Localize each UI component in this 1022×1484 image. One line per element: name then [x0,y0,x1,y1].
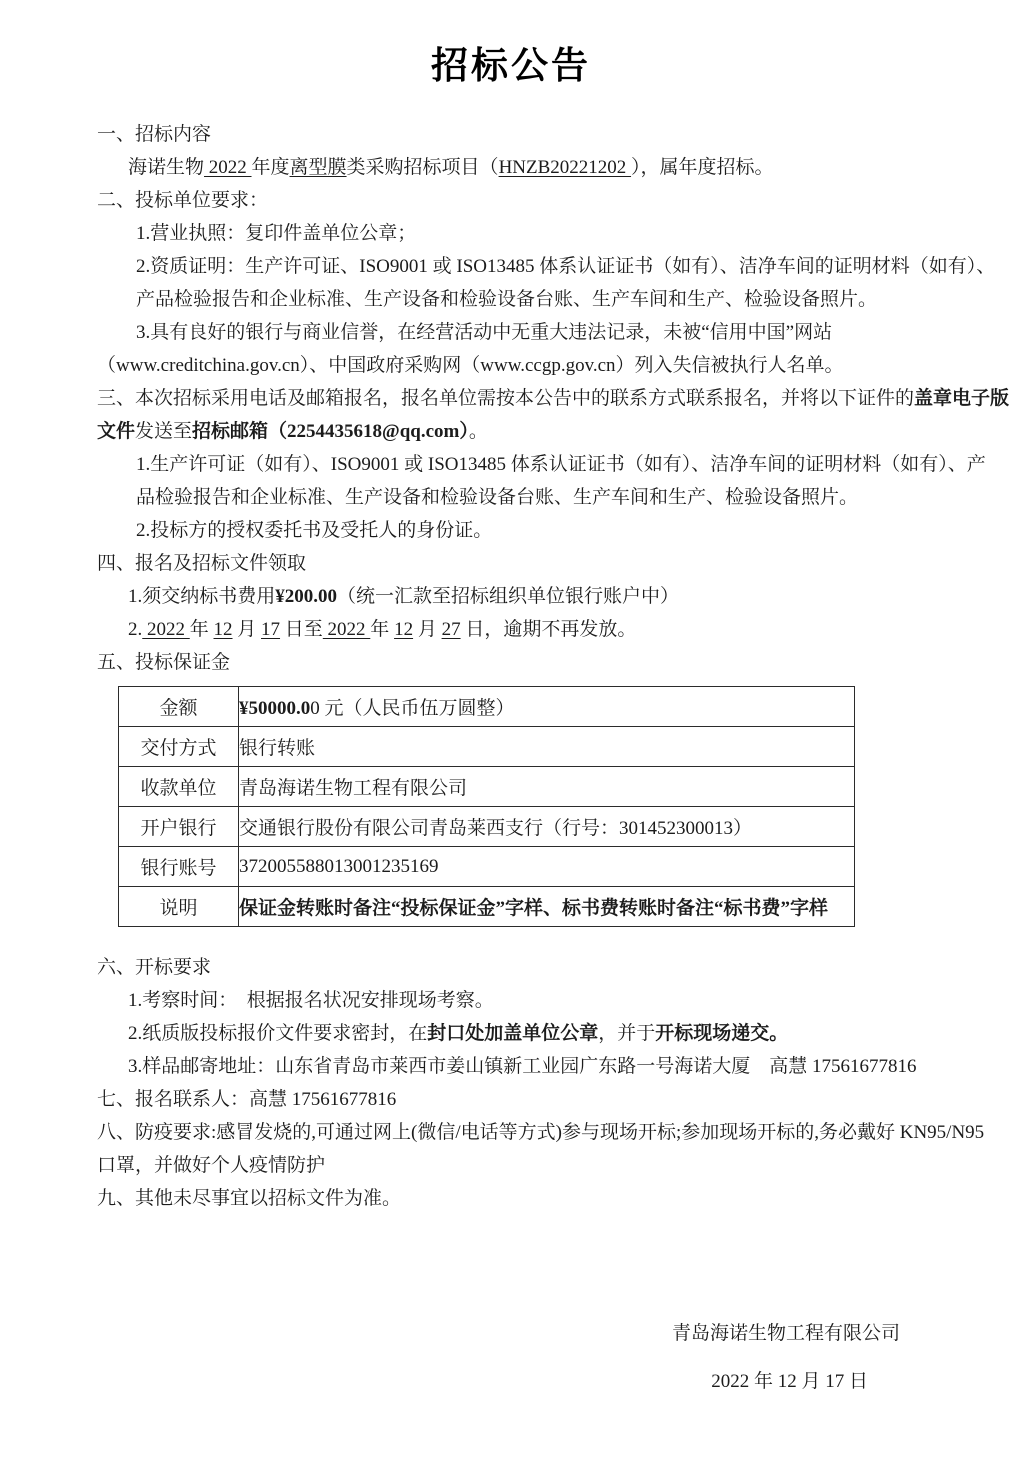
document-body [97,118,1010,1398]
section3-heading: 三、本次招标采用电话及邮箱报名，报名单位需按本公告中的联系方式联系报名，并将以下证件的盖章电子版 [97,388,1010,409]
deposit-row-payee [119,767,855,807]
deposit-label-payee: 收款单位 [119,767,239,807]
section1-heading: 一、招标内容 [97,124,212,145]
section4-item1: 1.须交纳标书费用¥200.00（统一汇款至招标组织单位银行账户中） [128,586,680,607]
section8-heading: 八、防疫要求:感冒发烧的,可通过网上(微信/电话等方式)参与现场开标;参加现场开标的,务必戴好 KN95/N95 [97,1122,985,1143]
deposit-label-payment-method: 交付方式 [119,727,239,767]
section2-item1: 1.营业执照：复印件盖单位公章； [136,223,417,244]
section6-item1: 1.考察时间： 根据报名状况安排现场考察。 [128,990,494,1011]
section1-line1: 海诺生物 2022 年度离型膜类采购招标项目（HNZB20221202 ），属年度招标。 [128,157,774,178]
section4-heading: 四、报名及招标文件领取 [97,553,307,574]
deposit-label-bank: 开户银行 [119,807,239,847]
deposit-label-account: 银行账号 [119,847,239,887]
section7-heading: 七、报名联系人：高慧 17561677816 [97,1089,397,1110]
section2-heading: 二、投标单位要求： [97,190,269,211]
section3-item1-cont: 品检验报告和企业标准、生产设备和检验设备台账、生产车间和生产、检验设备照片。 [136,487,859,508]
deposit-table [118,686,855,927]
signature-block [97,1317,962,1398]
deposit-label-amount: 金额 [119,687,239,727]
section2-item2: 2.资质证明：生产许可证、ISO9001 或 ISO13485 体系认证证书（如有）、洁净车间的证明材料（如有）、 [136,256,996,277]
section3-item2: 2.投标方的授权委托书及受托人的身份证。 [136,520,493,541]
deposit-value-account: 372005588013001235169 [239,847,855,887]
deposit-label-note: 说明 [119,887,239,927]
document-title: 招标公告 [431,46,591,87]
deposit-value-amount: ¥50000.00 元（人民币伍万圆整） [239,687,855,727]
section9-heading: 九、其他未尽事宜以招标文件为准。 [97,1188,402,1209]
deposit-value-bank: 交通银行股份有限公司青岛莱西支行（行号：301452300013） [239,807,855,847]
signature-company: 青岛海诺生物工程有限公司 [671,1323,900,1344]
deposit-value-payee: 青岛海诺生物工程有限公司 [239,767,855,807]
section6-item2: 2.纸质版投标报价文件要求密封，在封口处加盖单位公章，并于开标现场递交。 [128,1023,789,1044]
deposit-row-account [119,847,855,887]
deposit-row-payment-method [119,727,855,767]
section2-item3: 3.具有良好的银行与商业信誉，在经营活动中无重大违法记录，未被“信用中国”网站 [136,322,833,343]
section6-item3: 3.样品邮寄地址：山东省青岛市莱西市姜山镇新工业园广东路一号海诺大厦 高慧 17561677816 [128,1056,917,1077]
section2-item3-cont: （www.creditchina.gov.cn）、中国政府采购网（www.ccgp.gov.cn）列入失信被执行人名单。 [97,355,844,376]
deposit-row-note [119,887,855,927]
section6-heading: 六、开标要求 [97,957,212,978]
signature-date: 2022 年 12 月 17 日 [711,1371,868,1392]
deposit-value-payment-method: 银行转账 [239,727,855,767]
section4-item2: 2. 2022 年 12 月 17 日至 2022 年 12 月 27 日，逾期不再发放。 [128,619,637,640]
section3-item1: 1.生产许可证（如有）、ISO9001 或 ISO13485 体系认证证书（如有）、洁净车间的证明材料（如有）、产 [136,454,986,475]
section5-heading: 五、投标保证金 [97,652,231,673]
deposit-row-amount [119,687,855,727]
section2-item2-cont: 产品检验报告和企业标准、生产设备和检验设备台账、生产车间和生产、检验设备照片。 [136,289,878,310]
deposit-row-bank [119,807,855,847]
deposit-value-note: 保证金转账时备注“投标保证金”字样、标书费转账时备注“标书费”字样 [239,887,855,927]
section8-cont: 口罩，并做好个人疫情防护 [97,1155,326,1176]
section3-heading-cont: 文件发送至招标邮箱（2254435618@qq.com）。 [97,421,488,442]
